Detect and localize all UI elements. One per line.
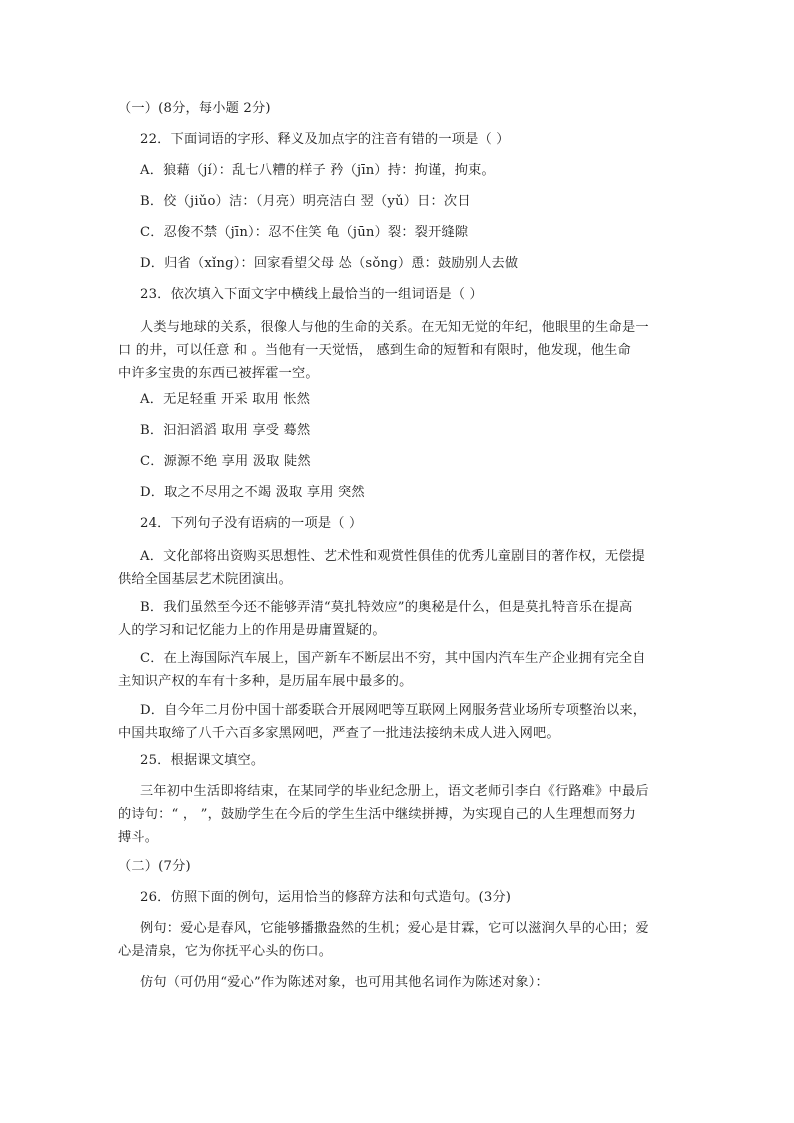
q25-passage-line-1: 三年初中生活即将结束，在某同学的毕业纪念册上，语文老师引李白《行路难》中最后	[140, 784, 649, 799]
q24-option-d-line-2: 中国共取缔了八千六百多家黑网吧，严查了一批违法接纳未成人进入网吧。	[118, 726, 560, 741]
q24-option-d-line-1: D．自今年二月份中国十部委联合开展网吧等互联网上网服务营业场所专项整治以来，	[140, 703, 647, 718]
q22-option-a: A．狼藉（jí）：乱七八糟的样子 矜（jīn）持：拘谨，拘束。	[140, 163, 495, 178]
q22-option-d: D．归省（xǐng）：回家看望父母 怂（sǒng）恿：鼓励别人去做	[140, 256, 519, 271]
q24-option-c-line-2: 主知识产权的车有十多种，是历届车展中最多的。	[118, 674, 413, 689]
q23-option-d: D．取之不尽用之不竭 汲取 享用 突然	[140, 485, 365, 500]
section2-header: （二）(7分)	[118, 859, 191, 874]
q24-option-a-line-1: A．文化部将出资购买思想性、艺术性和观赏性俱佳的优秀儿童剧目的著作权，无偿提	[140, 549, 646, 564]
q24-option-b-line-1: B．我们虽然至今还不能够弄清“莫扎特效应”的奥秘是什么，但是莫扎特音乐在提高	[140, 600, 633, 615]
q22-stem: 22．下面词语的字形、释义及加点字的注音有错的一项是（ ）	[140, 132, 510, 147]
q24-option-b-line-2: 人的学习和记忆能力上的作用是毋庸置疑的。	[118, 623, 386, 638]
q24-stem: 24．下列句子没有语病的一项是（ ）	[140, 516, 363, 531]
q25-passage-line-3: 搏斗。	[118, 830, 159, 845]
section1-header: （一）(8分，每小题 2分)	[118, 101, 271, 116]
q26-example-line-1: 例句：爱心是春风，它能够播撒盎然的生机；爱心是甘霖，它可以滋润久旱的心田；爱	[140, 921, 649, 936]
q23-passage-line-3: 中许多宝贵的东西已被挥霍一空。	[118, 366, 319, 381]
q23-option-a: A．无足轻重 开采 取用 怅然	[140, 392, 311, 407]
q25-stem: 25．根据课文填空。	[140, 753, 265, 768]
q23-passage-line-1: 人类与地球的关系，很像人与他的生命的关系。在无知无觉的年纪，他眼里的生命是一	[140, 320, 649, 335]
q22-option-c: C．忍俊不禁（jīn）：忍不住笑 龟（jūn）裂：裂开缝隙	[140, 225, 469, 240]
q24-option-c-line-1: C．在上海国际汽车展上，国产新车不断层出不穷，其中国内汽车生产企业拥有完全自	[140, 651, 646, 666]
q23-stem: 23．依次填入下面文字中横线上最恰当的一组词语是（ ）	[140, 287, 483, 302]
q23-option-b: B．汩汩滔滔 取用 享受 蓦然	[140, 423, 311, 438]
q26-example-line-2: 心是清泉，它为你抚平心头的伤口。	[118, 944, 333, 959]
q25-passage-line-2: 的诗句：“ ， ”，鼓励学生在今后的学生生活中继续拼搏，为实现自己的人生理想而努力	[118, 807, 637, 822]
q24-option-a-line-2: 供给全国基层艺术院团演出。	[118, 572, 293, 587]
q23-option-c: C．源源不绝 享用 汲取 陡然	[140, 454, 311, 469]
q22-option-b: B．佼（jiǔo）洁：（月亮）明亮洁白 翌（yǔ）日：次日	[140, 194, 471, 209]
q26-stem: 26．仿照下面的例句，运用恰当的修辞方法和句式造句。(3分)	[140, 890, 512, 905]
q26-prompt: 仿句（可仍用“爱心”作为陈述对象，也可用其他名词作为陈述对象）：	[140, 975, 549, 990]
q23-passage-line-2: 口 的井，可以任意 和 。当他有一天觉悟， 感到生命的短暂和有限时，他发现，他生命	[118, 343, 631, 358]
